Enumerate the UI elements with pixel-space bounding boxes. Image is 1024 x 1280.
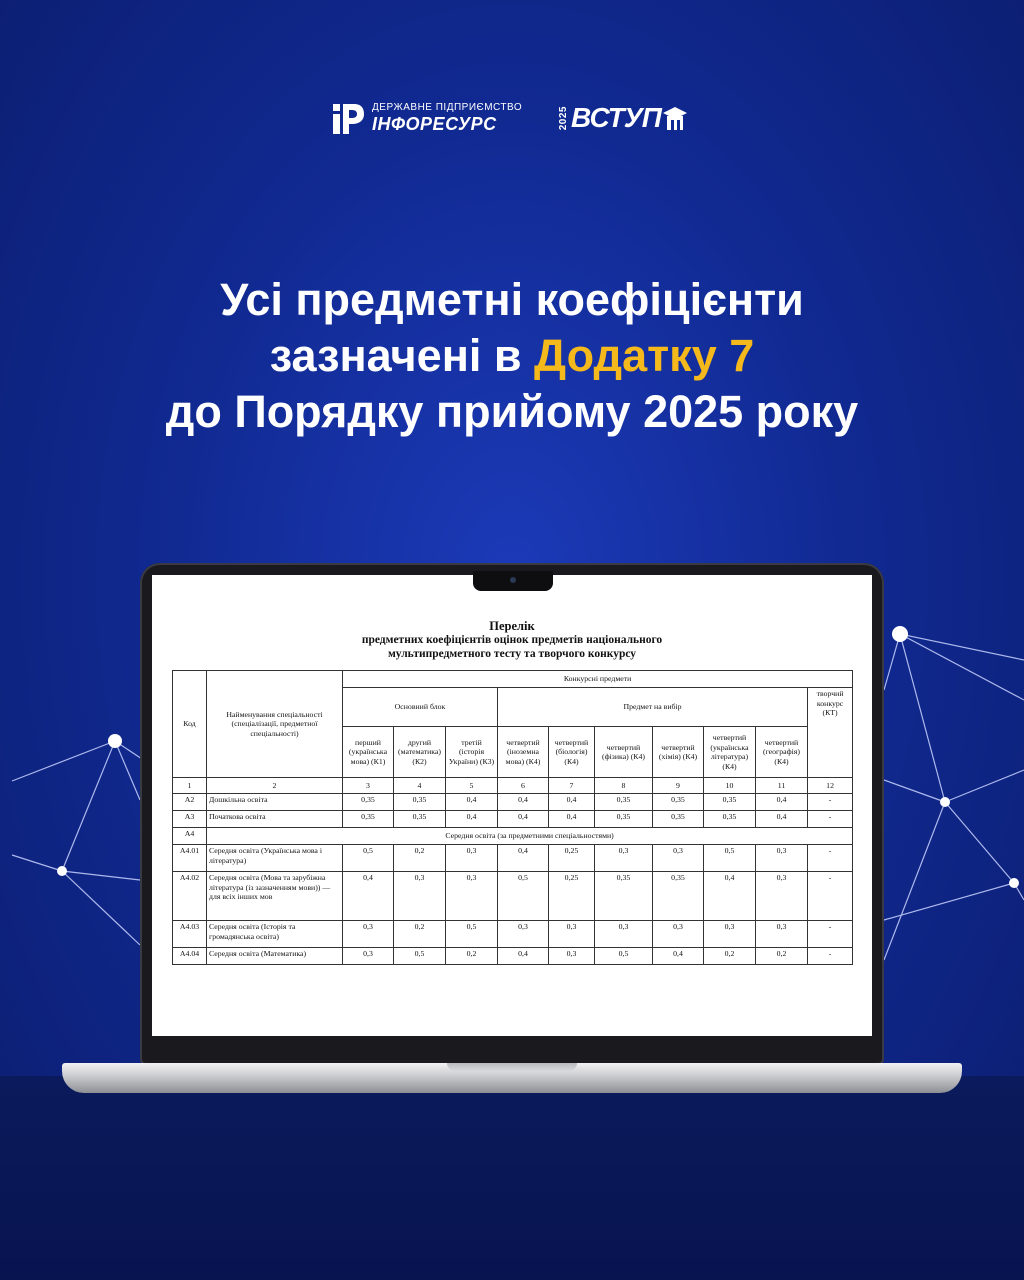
laptop-base-groove (447, 1063, 577, 1071)
row-value: 0,4 (446, 811, 498, 828)
row-value: 0,3 (343, 921, 394, 948)
row-value: 0,5 (498, 872, 549, 921)
row-value: 0,3 (394, 872, 446, 921)
row-value: 0,35 (653, 872, 704, 921)
table-row (173, 872, 853, 921)
header-k4-bio: четвертий (біологія) (К4) (549, 727, 595, 778)
row-value: 0,2 (756, 948, 808, 965)
document-title-line-3: мультипредметного тесту та творчого конкурсу (387, 648, 637, 660)
header-elective: Предмет на вибір (498, 688, 808, 727)
row-value: 0,2 (446, 948, 498, 965)
row-value: 0,4 (549, 811, 595, 828)
table-row (173, 921, 853, 948)
row-value: 0,3 (498, 921, 549, 948)
row-value: 0,4 (498, 845, 549, 872)
headline-line-3: до Порядку прийому 2025 року (165, 386, 859, 437)
row-value: - (808, 811, 853, 828)
inforesurs-mark-icon (330, 100, 366, 136)
col-num: 10 (704, 778, 756, 794)
row-name: Дошкільна освіта (207, 794, 343, 811)
row-value: 0,35 (653, 811, 704, 828)
row-value: 0,35 (394, 794, 446, 811)
row-name: Середня освіта (Математика) (207, 948, 343, 965)
row-value: 0,3 (704, 921, 756, 948)
row-value: 0,4 (549, 794, 595, 811)
row-value: 0,3 (446, 872, 498, 921)
header-code: Код (173, 671, 207, 778)
table-row (173, 948, 853, 965)
inforesurs-subtitle: ДЕРЖАВНЕ ПІДПРИЄМСТВО (372, 102, 523, 113)
headline-line-1: Усі предметні коефіцієнти (220, 274, 804, 325)
row-name: Середня освіта (Мова та зарубіжна література (із зазначенням мови)) — для всіх інших мов (207, 872, 343, 921)
row-value: 0,3 (653, 845, 704, 872)
row-value: 0,35 (394, 811, 446, 828)
header-row-1 (173, 671, 853, 688)
header-competitive: Конкурсні предмети (343, 671, 853, 688)
row-value: 0,3 (756, 845, 808, 872)
section-row (173, 828, 853, 845)
row-value: 0,2 (394, 921, 446, 948)
graduation-cap-icon (662, 104, 688, 132)
headline-accent: Додатку 7 (534, 330, 755, 381)
row-code: А4.04 (173, 948, 207, 965)
header-k4-phys: четвертий (фізика) (К4) (595, 727, 653, 778)
header-k2: другий (математика) (К2) (394, 727, 446, 778)
table-row (173, 794, 853, 811)
col-num: 3 (343, 778, 394, 794)
row-value: 0,5 (595, 948, 653, 965)
row-value: 0,4 (653, 948, 704, 965)
vstup-year: 2025 (558, 105, 569, 131)
row-value: 0,3 (595, 921, 653, 948)
row-value: 0,4 (498, 948, 549, 965)
row-code: А4.02 (173, 872, 207, 921)
col-num: 5 (446, 778, 498, 794)
table-row (173, 811, 853, 828)
row-value: - (808, 948, 853, 965)
header-main-block: Основний блок (343, 688, 498, 727)
row-value: 0,2 (704, 948, 756, 965)
table-row (173, 845, 853, 872)
inforesurs-name: ІНФОРЕСУРС (372, 114, 497, 134)
row-value: - (808, 794, 853, 811)
row-value: 0,4 (446, 794, 498, 811)
camera-icon (510, 577, 516, 583)
row-code: А4.01 (173, 845, 207, 872)
header-name: Найменування спеціальності (спеціалізації, предметної спеціальності) (207, 671, 343, 778)
row-name: Початкова освіта (207, 811, 343, 828)
row-value: 0,35 (343, 811, 394, 828)
row-value: 0,4 (498, 811, 549, 828)
col-num: 12 (808, 778, 853, 794)
vstup-word: ВСТУП (571, 102, 661, 133)
row-value: 0,5 (446, 921, 498, 948)
col-num: 9 (653, 778, 704, 794)
col-num: 1 (173, 778, 207, 794)
row-value: 0,3 (756, 921, 808, 948)
col-num: 2 (207, 778, 343, 794)
row-value: - (808, 845, 853, 872)
document-title (152, 619, 872, 661)
row-value: 0,3 (595, 845, 653, 872)
row-value: 0,2 (394, 845, 446, 872)
headline-line-2 (40, 328, 984, 384)
row-value: 0,3 (446, 845, 498, 872)
row-value: 0,3 (756, 872, 808, 921)
row-value: 0,35 (595, 872, 653, 921)
vstup-logo (558, 102, 688, 134)
row-value: 0,25 (549, 845, 595, 872)
logo-row (0, 96, 1024, 146)
row-value: 0,25 (549, 872, 595, 921)
row-value: 0,3 (653, 921, 704, 948)
col-num: 11 (756, 778, 808, 794)
laptop-notch (473, 571, 553, 591)
col-num: 8 (595, 778, 653, 794)
row-name: Середня освіта (Українська мова і література) (207, 845, 343, 872)
col-num: 7 (549, 778, 595, 794)
row-value: 0,35 (595, 794, 653, 811)
document-title-line-1: Перелік (489, 619, 535, 633)
section-code: А4 (173, 828, 207, 845)
row-value: 0,3 (549, 948, 595, 965)
document-title-line-2: предметних коефіцієнтів оцінок предметів національного (361, 634, 663, 646)
column-numbers-row (173, 778, 853, 794)
header-k4-geo: четвертий (географія) (К4) (756, 727, 808, 778)
row-value: 0,35 (704, 811, 756, 828)
row-code: А4.03 (173, 921, 207, 948)
inforesurs-logo (330, 100, 522, 136)
section-label: Середня освіта (за предметними спеціальностями) (207, 828, 853, 845)
row-value: 0,4 (343, 872, 394, 921)
row-value: 0,4 (498, 794, 549, 811)
row-code: А2 (173, 794, 207, 811)
row-value: 0,3 (549, 921, 595, 948)
row-value: 0,35 (653, 794, 704, 811)
col-num: 4 (394, 778, 446, 794)
row-code: А3 (173, 811, 207, 828)
header-k4-chem: четвертий (хімія) (К4) (653, 727, 704, 778)
row-value: 0,5 (394, 948, 446, 965)
row-value: - (808, 921, 853, 948)
row-value: - (808, 872, 853, 921)
headline-line-2-text: зазначені в (269, 330, 535, 381)
header-k4-lit: четвертий (українська література) (К4) (704, 727, 756, 778)
coefficients-table (172, 670, 853, 965)
row-value: 0,35 (704, 794, 756, 811)
header-k4-lang: четвертий (іноземна мова) (К4) (498, 727, 549, 778)
row-value: 0,4 (704, 872, 756, 921)
headline (40, 272, 984, 440)
col-num: 6 (498, 778, 549, 794)
row-name: Середня освіта (Історія та громадянська освіта) (207, 921, 343, 948)
laptop-screen (152, 575, 872, 1036)
header-k3: третій (історія України) (К3) (446, 727, 498, 778)
row-value: 0,5 (343, 845, 394, 872)
header-k1: перший (українська мова) (К1) (343, 727, 394, 778)
row-value: 0,35 (343, 794, 394, 811)
row-value: 0,3 (343, 948, 394, 965)
header-creative: творчий конкурс (КТ) (808, 688, 853, 778)
row-value: 0,4 (756, 811, 808, 828)
row-value: 0,35 (595, 811, 653, 828)
row-value: 0,4 (756, 794, 808, 811)
row-value: 0,5 (704, 845, 756, 872)
